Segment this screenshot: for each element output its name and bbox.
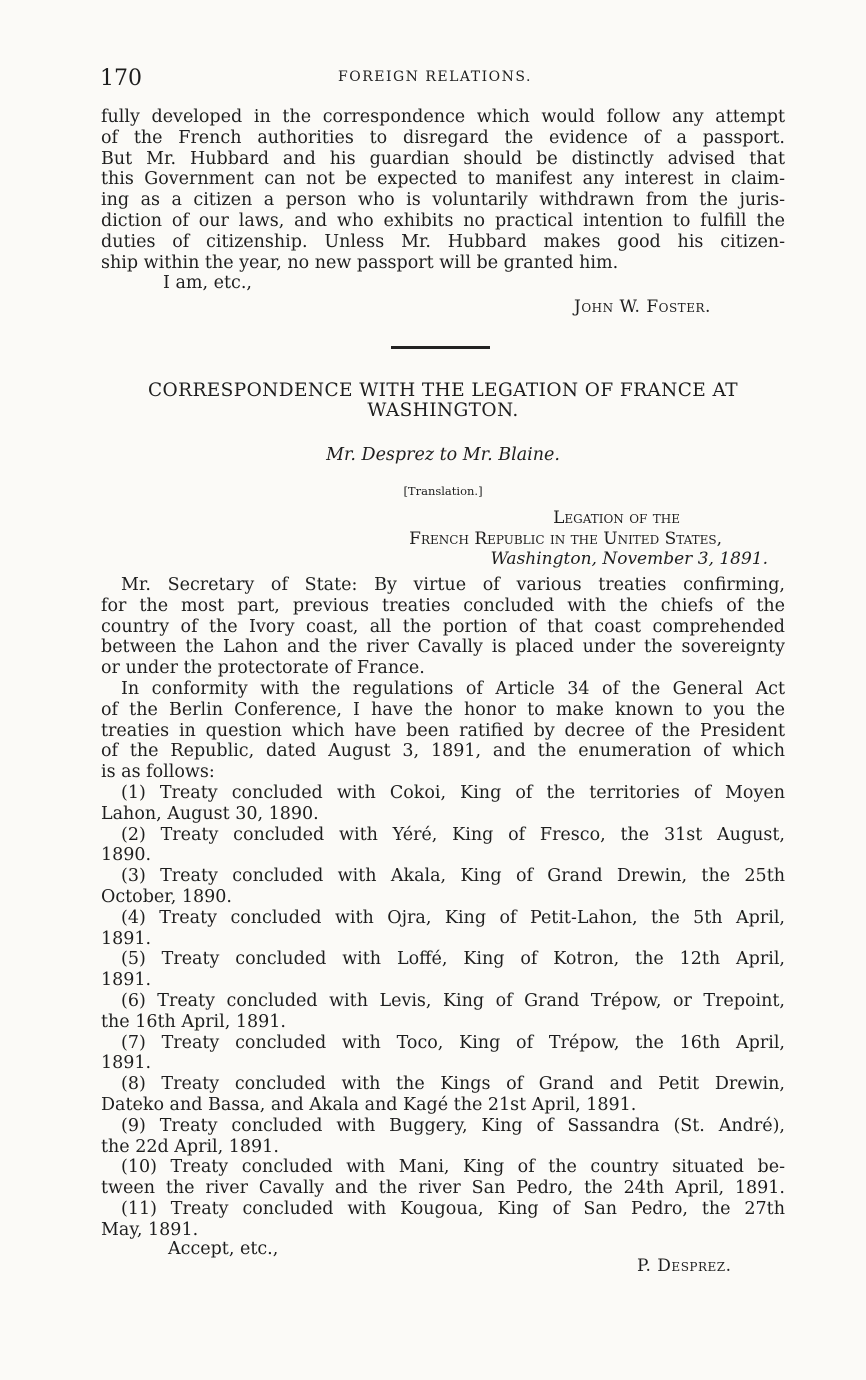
letter-line: Mr. Secretary of State: By virtue of various treaties confirming, bbox=[121, 575, 785, 595]
letter-line: (5) Treaty concluded with Loffé, King of Kotron, the 12th April, bbox=[121, 949, 785, 970]
letter-line: for the most part, previous treaties concluded with the chiefs of the bbox=[101, 595, 785, 616]
letter-heading: Mr. Desprez to Mr. Blaine. bbox=[326, 445, 560, 465]
letter-line: October, 1890. bbox=[101, 886, 232, 907]
letter-line: (2) Treaty concluded with Yéré, King of Fresco, the 31st August, bbox=[121, 824, 785, 845]
text-line: ing as a citizen a person who is voluntarily withdrawn from the juris- bbox=[101, 190, 785, 211]
running-head: FOREIGN RELATIONS. bbox=[338, 69, 532, 85]
letter-line: 1891. bbox=[101, 928, 152, 949]
letter-line: (3) Treaty concluded with Akala, King of Grand Drewin, the 25th bbox=[121, 866, 785, 887]
dateline-date: Washington, November 3, 1891. bbox=[490, 549, 768, 569]
letter-line: Lahon, August 30, 1890. bbox=[101, 803, 319, 824]
letter-line: the 16th April, 1891. bbox=[101, 1011, 286, 1032]
dateline-line: French Republic in the United States, bbox=[409, 528, 722, 549]
letter-line: country of the Ivory coast, all the portion of that coast comprehended bbox=[101, 616, 785, 637]
page-number: 170 bbox=[100, 66, 142, 91]
text-line: diction of our laws, and who exhibits no practical intention to fulfill the bbox=[101, 210, 785, 231]
letter-line: (6) Treaty concluded with Levis, King of Grand Trépow, or Trepoint, bbox=[121, 990, 785, 1011]
section-title: CORRESPONDENCE WITH THE LEGATION OF FRANCE AT WASHINGTON. bbox=[148, 380, 738, 421]
letter-line: (10) Treaty concluded with Mani, King of the country situated be- bbox=[121, 1157, 785, 1178]
text-line: duties of citizenship. Unless Mr. Hubbard makes good his citizen- bbox=[101, 231, 785, 252]
letter-closing: Accept, etc., bbox=[168, 1239, 279, 1259]
letter-line: (1) Treaty concluded with Cokoi, King of the territories of Moyen bbox=[121, 782, 785, 803]
letter-line: between the Lahon and the river Cavally is placed under the sovereignty bbox=[101, 637, 785, 658]
letter-line: Dateko and Bassa, and Akala and Kagé the 21st April, 1891. bbox=[101, 1094, 637, 1115]
letter-line: treaties in question which have been ratified by decree of the President bbox=[101, 720, 785, 741]
letter-line: tween the river Cavally and the river San Pedro, the 24th April, 1891. bbox=[101, 1178, 785, 1199]
letter-line: (8) Treaty concluded with the Kings of Grand and Petit Drewin, bbox=[121, 1074, 785, 1095]
previous-letter-closing: I am, etc., bbox=[163, 273, 252, 294]
letter-line: (11) Treaty concluded with Kougoua, King of San Pedro, the 27th bbox=[121, 1198, 785, 1219]
dateline-line: Legation of the bbox=[553, 508, 680, 528]
letter-line: (4) Treaty concluded with Ojra, King of Petit-Lahon, the 5th April, bbox=[121, 907, 785, 928]
text-line: this Government can not be expected to manifest any interest in claim- bbox=[101, 169, 785, 190]
letter-line: is as follows: bbox=[101, 762, 215, 783]
translation-note: [Translation.] bbox=[403, 484, 483, 498]
previous-letter-text bbox=[101, 107, 785, 294]
text-line: of the French authorities to disregard the evidence of a passport. bbox=[101, 127, 785, 148]
letter-line: May, 1891. bbox=[101, 1219, 199, 1240]
text-line: But Mr. Hubbard and his guardian should be distinctly advised that bbox=[101, 148, 785, 169]
dateline bbox=[100, 508, 768, 570]
letter-body bbox=[101, 575, 785, 1241]
text-line: ship within the year, no new passport will be granted him. bbox=[101, 252, 619, 273]
section-divider bbox=[391, 346, 490, 349]
letter-line: the 22d April, 1891. bbox=[101, 1136, 279, 1157]
letter-line: of the Republic, dated August 3, 1891, and the enumeration of which bbox=[101, 741, 785, 762]
letter-line: 1891. bbox=[101, 1053, 152, 1074]
letter-signature: P. Desprez. bbox=[637, 1256, 732, 1276]
letter-line: 1890. bbox=[101, 845, 152, 866]
previous-letter-signature: John W. Foster. bbox=[574, 297, 711, 317]
letter-line: or under the protectorate of France. bbox=[101, 658, 425, 679]
letter-line: of the Berlin Conference, I have the honor to make known to you the bbox=[101, 699, 785, 720]
letter-line: In conformity with the regulations of Article 34 of the General Act bbox=[121, 678, 785, 699]
text-line: fully developed in the correspondence which would follow any attempt bbox=[101, 107, 785, 127]
letter-line: 1891. bbox=[101, 970, 152, 991]
letter-line: (9) Treaty concluded with Buggery, King of Sassandra (St. André), bbox=[121, 1115, 785, 1136]
letter-line: (7) Treaty concluded with Toco, King of Trépow, the 16th April, bbox=[121, 1032, 785, 1053]
